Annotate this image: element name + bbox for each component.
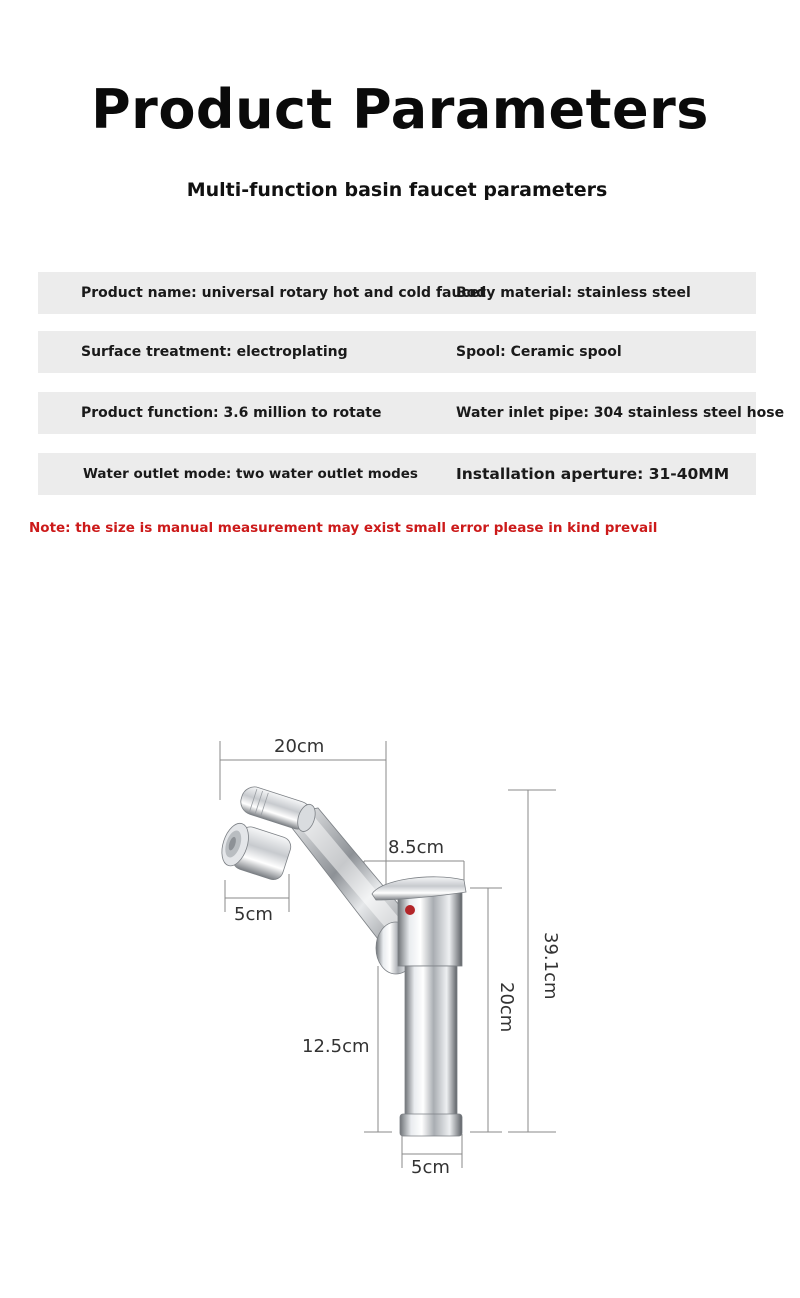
measurement-note: Note: the size is manual measurement may exist small error please in kind prevail: [29, 520, 658, 536]
param-water-outlet-mode: Water outlet mode: two water outlet modes: [83, 466, 418, 482]
param-product-name: Product name: universal rotary hot and cold faucet: [81, 285, 486, 301]
dimension-total-height: 39.1cm: [540, 932, 561, 1000]
dimension-arm-length: 20cm: [274, 736, 325, 757]
dimension-body-height: 12.5cm: [302, 1036, 370, 1057]
dimension-upper-height: 20cm: [496, 982, 517, 1033]
dimension-base-diameter: 5cm: [411, 1157, 450, 1178]
param-product-function: Product function: 3.6 million to rotate: [81, 405, 382, 421]
dimension-head-diameter: 5cm: [234, 904, 273, 925]
dimension-handle-width: 8.5cm: [388, 837, 445, 858]
page-title: Product Parameters: [91, 78, 709, 141]
param-spool: Spool: Ceramic spool: [456, 344, 622, 360]
page-subtitle: Multi-function basin faucet parameters: [186, 179, 608, 201]
param-water-inlet-pipe: Water inlet pipe: 304 stainless steel hose: [456, 405, 785, 421]
param-surface-treatment: Surface treatment: electroplating: [81, 344, 348, 360]
param-body-material: Body material: stainless steel: [456, 285, 691, 301]
param-installation-aperture: Installation aperture: 31-40MM: [456, 465, 730, 483]
